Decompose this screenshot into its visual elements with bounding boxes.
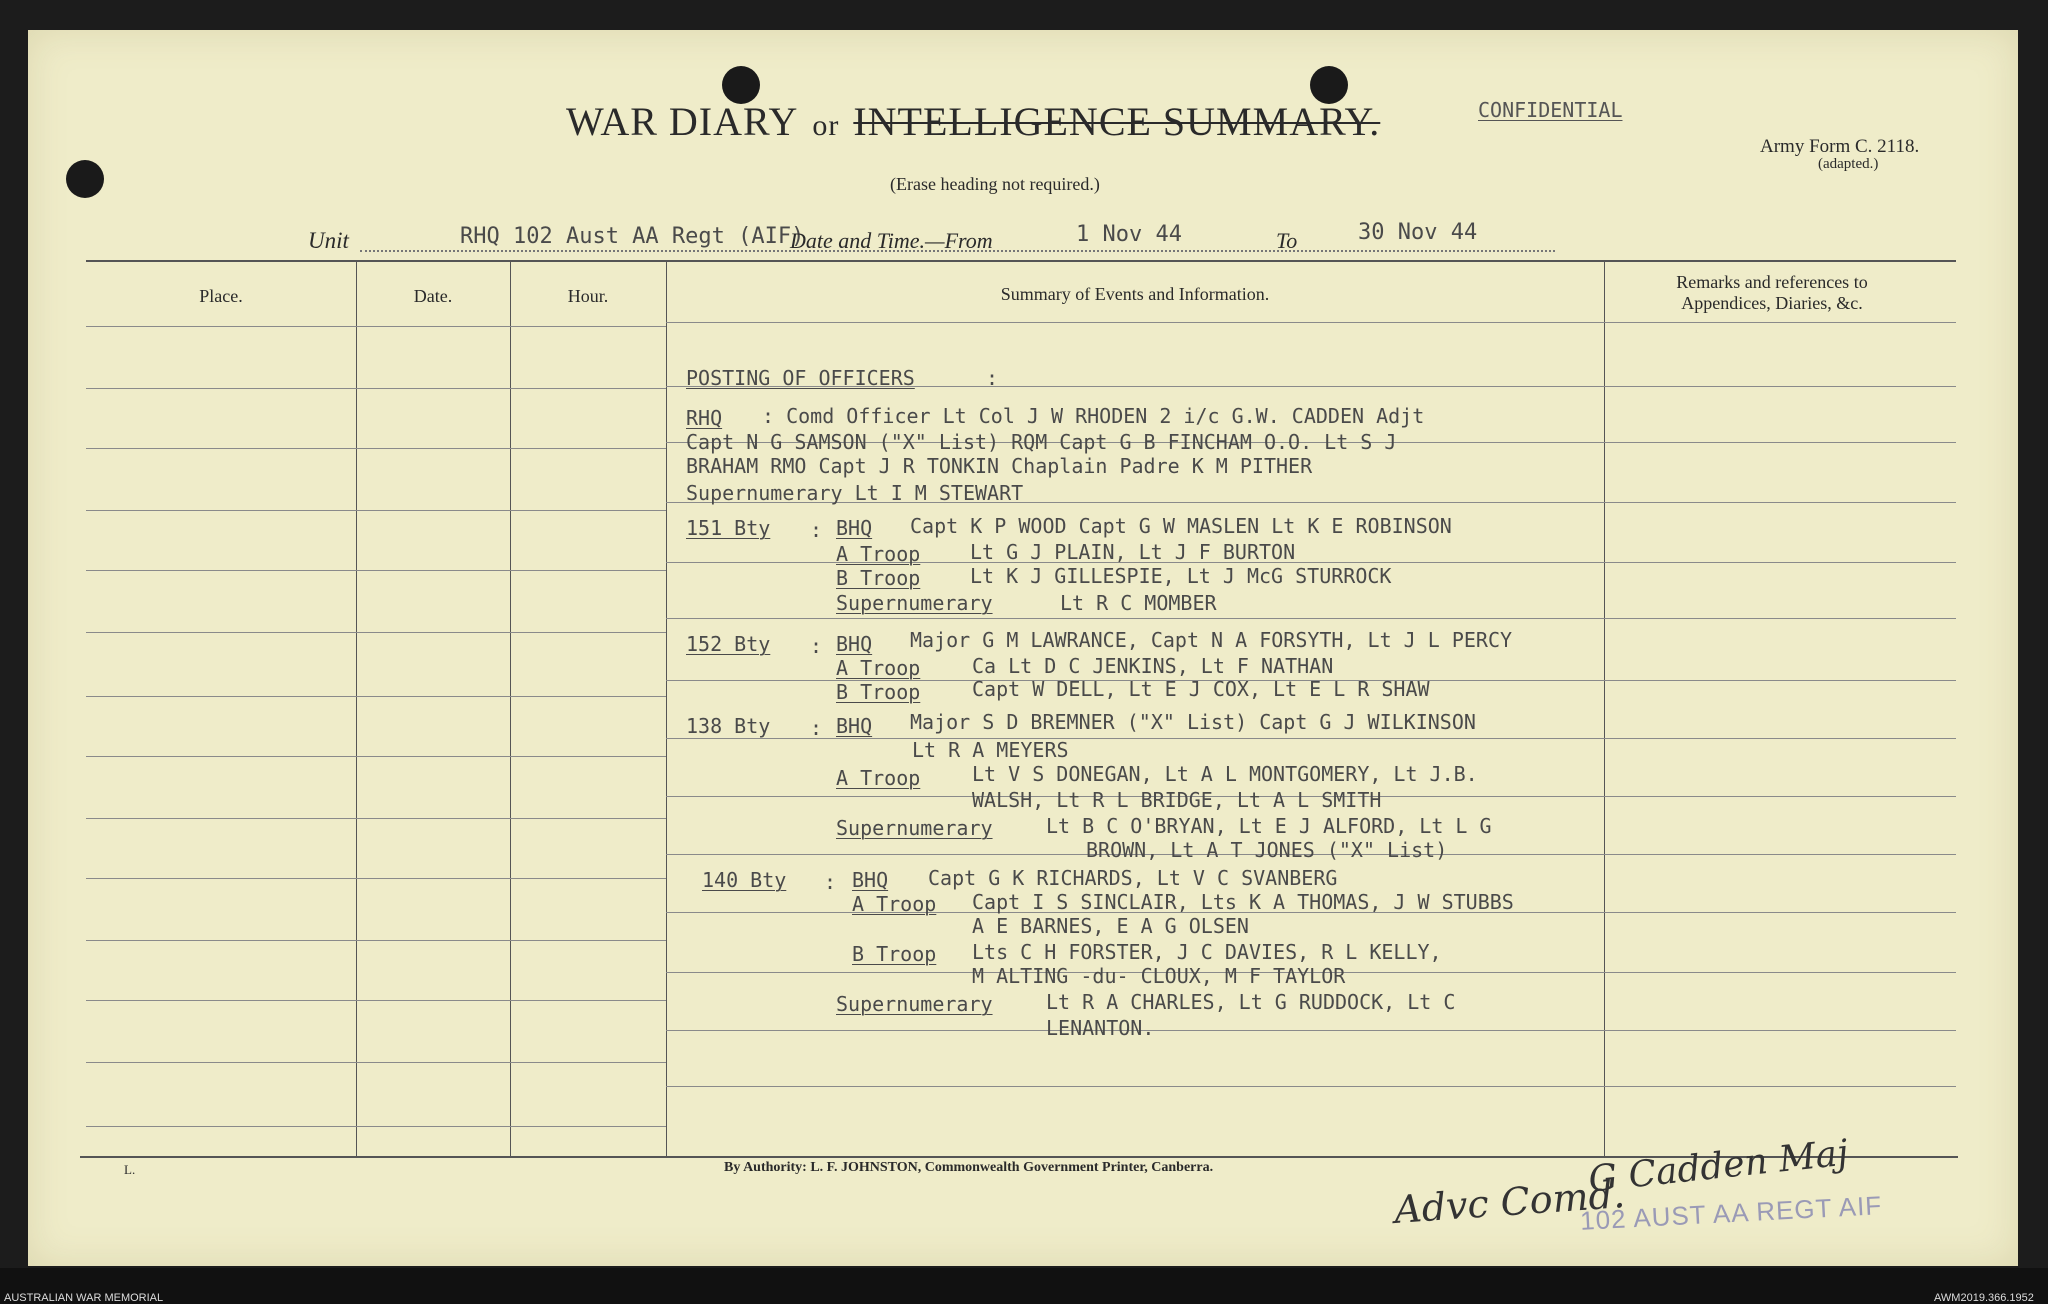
bhq-label: BHQ (836, 516, 873, 540)
ruled-line (86, 940, 666, 941)
ruled-line (86, 756, 666, 757)
bty-label: 152 Bty (686, 632, 771, 656)
troop-text: Capt W DELL, Lt E J COX, Lt E L R SHAW (972, 677, 1430, 701)
ruled-line (86, 1126, 666, 1127)
troop-text: Lt V S DONEGAN, Lt A L MONTGOMERY, Lt J.B. (972, 762, 1478, 786)
rhq-line: BRAHAM RMO Capt J R TONKIN Chaplain Padre K M PITHER (686, 454, 1313, 478)
ruled-line (86, 1062, 666, 1063)
bty-colon: : (810, 518, 823, 542)
ruled-line (86, 326, 666, 327)
troop-label: B Troop (836, 680, 921, 704)
ruled-line (86, 510, 666, 511)
bty-label: 151 Bty (686, 516, 771, 540)
bty-colon: : (810, 716, 823, 740)
troop-text: Lts C H FORSTER, J C DAVIES, R L KELLY, (972, 940, 1442, 964)
to-label: To (1276, 228, 1298, 253)
bhq-text: Major G M LAWRANCE, Capt N A FORSYTH, Lt J L PERCY (910, 628, 1513, 652)
unit-stamp: 102 AUST AA REGT AIF (1579, 1190, 1883, 1236)
ruled-line (86, 448, 666, 449)
date-time-label: Date and Time.—From (790, 228, 993, 253)
ruled-line (666, 738, 1956, 739)
ruled-line (666, 618, 1956, 619)
rhq-label: RHQ (686, 406, 723, 430)
bhq-label: BHQ (836, 714, 873, 738)
unit-value: RHQ 102 Aust AA Regt (AIF) (460, 224, 805, 249)
army-form-adapted: (adapted.) (1818, 156, 1879, 172)
col-header-summary: Summary of Events and Information. (1000, 284, 1270, 304)
col-header-hour: Hour. (567, 286, 609, 306)
col-header-place: Place. (199, 286, 243, 306)
bhq-text: Major S D BREMNER ("X" List) Capt G J WILKINSON (910, 710, 1476, 734)
troop-text: A E BARNES, E A G OLSEN (972, 914, 1249, 938)
archive-source: AUSTRALIAN WAR MEMORIAL (4, 1292, 164, 1304)
troop-text: Capt I S SINCLAIR, Lts K A THOMAS, J W STUBBS (972, 890, 1514, 914)
col-header-remarks: Remarks and references to Appendices, Diaries, &c. (1676, 272, 1868, 313)
ruled-line (86, 632, 666, 633)
troop-label: A Troop (836, 542, 921, 566)
troop-text: M ALTING -du- CLOUX, M F TAYLOR (972, 964, 1346, 988)
title-or: or (812, 109, 840, 142)
bhq-text: Capt G K RICHARDS, Lt V C SVANBERG (928, 866, 1338, 890)
page-title (566, 98, 1380, 145)
title-main: WAR DIARY (566, 99, 799, 144)
erase-note: (Erase heading not required.) (890, 174, 1100, 194)
archive-id: AWM2019.366.1952 (1934, 1292, 2034, 1304)
ruled-line (666, 322, 1956, 323)
rhq-line: Supernumerary Lt I M STEWART (686, 481, 1024, 505)
ruled-line (666, 1086, 1956, 1087)
authority-line: By Authority: L. F. JOHNSTON, Commonwealth Government Printer, Canberra. (724, 1160, 1214, 1175)
supernumerary-text: Lt R A CHARLES, Lt G RUDDOCK, Lt C (1046, 990, 1456, 1014)
supernumerary-label: Supernumerary (836, 591, 993, 615)
supernumerary-text: BROWN, Lt A T JONES ("X" List) (1086, 838, 1448, 862)
col-divider (510, 262, 511, 1156)
rhq-line: Capt N G SAMSON ("X" List) RQM Capt G B FINCHAM O.O. Lt S J (686, 430, 1397, 454)
classification: CONFIDENTIAL (1478, 98, 1623, 122)
bty-label: 140 Bty (702, 868, 787, 892)
troop-text: Lt K J GILLESPIE, Lt J McG STURROCK (970, 564, 1392, 588)
bty-colon: : (824, 870, 837, 894)
troop-label: A Troop (852, 892, 937, 916)
troop-label: B Troop (852, 942, 937, 966)
col-divider (1604, 262, 1605, 1156)
bhq-text: Lt R A MEYERS (912, 738, 1069, 762)
troop-text: Lt G J PLAIN, Lt J F BURTON (970, 540, 1296, 564)
signature-left: Advc Comd. (1392, 1171, 1627, 1233)
col-divider (666, 262, 667, 1156)
bhq-label: BHQ (852, 868, 889, 892)
troop-text: WALSH, Lt R L BRIDGE, Lt A L SMITH (972, 788, 1382, 812)
form-letter: L. (124, 1162, 136, 1177)
to-date: 30 Nov 44 (1358, 220, 1478, 245)
rhq-line: : Comd Officer Lt Col J W RHODEN 2 i/c G.W. CADDEN Adjt (762, 404, 1425, 428)
army-form: Army Form C. 2118. (1760, 136, 1920, 157)
ruled-line (86, 570, 666, 571)
bty-label: 138 Bty (686, 714, 771, 738)
from-date: 1 Nov 44 (1076, 222, 1182, 247)
title-struck: INTELLIGENCE SUMMARY. (853, 99, 1381, 144)
ruled-line (86, 878, 666, 879)
bhq-label: BHQ (836, 632, 873, 656)
entry-heading: POSTING OF OFFICERS (686, 366, 915, 390)
signature-right: G Cadden Maj (1586, 1132, 1851, 1201)
ruled-line (86, 388, 666, 389)
entry-heading-colon: : (986, 366, 999, 390)
bty-colon: : (810, 634, 823, 658)
ruled-line (86, 696, 666, 697)
punch-hole (66, 160, 104, 198)
archive-bar (0, 1268, 2048, 1304)
bhq-text: Capt K P WOOD Capt G W MASLEN Lt K E ROBINSON (910, 514, 1452, 538)
troop-label: A Troop (836, 656, 921, 680)
unit-label: Unit (308, 228, 349, 253)
supernumerary-text: LENANTON. (1046, 1016, 1155, 1040)
ruled-line (666, 1030, 1956, 1031)
col-header-date: Date. (413, 286, 453, 306)
troop-text: Ca Lt D C JENKINS, Lt F NATHAN (972, 654, 1334, 678)
troop-label: A Troop (836, 766, 921, 790)
ruled-line (86, 1000, 666, 1001)
supernumerary-label: Supernumerary (836, 816, 993, 840)
col-divider (356, 262, 357, 1156)
supernumerary-text: Lt B C O'BRYAN, Lt E J ALFORD, Lt L G (1046, 814, 1492, 838)
supernumerary-label: Supernumerary (836, 992, 993, 1016)
ruled-line (86, 818, 666, 819)
supernumerary-text: Lt R C MOMBER (1060, 591, 1217, 615)
troop-label: B Troop (836, 566, 921, 590)
table-top-rule (86, 260, 1956, 262)
